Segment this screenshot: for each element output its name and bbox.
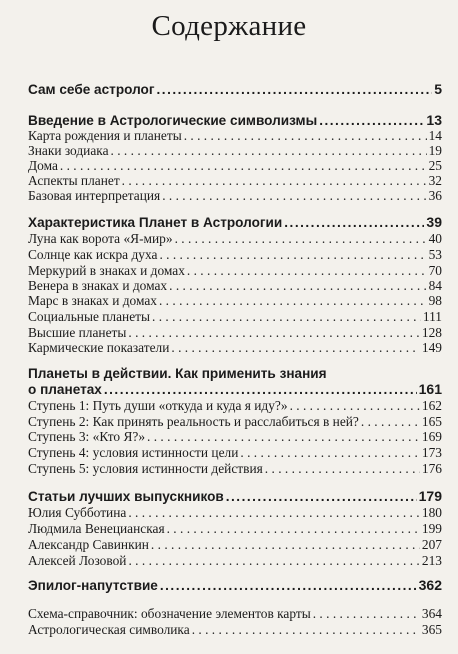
toc-item (28, 325, 442, 340)
toc-item (28, 553, 442, 568)
leader-dots (160, 578, 417, 593)
leader-dots (147, 429, 420, 444)
toc-entry-page: 180 (421, 505, 442, 520)
toc-entry-title: Знаки зодиака (28, 143, 109, 158)
leader-dots (167, 521, 420, 536)
leader-dots (192, 622, 420, 637)
toc-section-title-line: Планеты в действии. Как применить знания (28, 366, 327, 381)
toc-item (28, 414, 442, 429)
toc-item (28, 521, 442, 536)
leader-dots (104, 382, 417, 397)
toc-entry-page: 25 (428, 158, 442, 173)
leader-dots (159, 247, 426, 262)
leader-dots (122, 173, 427, 188)
leader-dots (128, 325, 420, 340)
leader-dots (162, 188, 426, 203)
toc-item (28, 247, 442, 262)
toc-entry-title: Юлия Субботина (28, 505, 127, 520)
toc-entry-title: Марс в знаках и домах (28, 293, 157, 308)
leader-dots (184, 128, 427, 143)
toc-entry-page: 128 (421, 325, 442, 340)
leader-dots (265, 461, 420, 476)
toc-entry-title: Базовая интерпретация (28, 188, 161, 203)
toc-entry-title: Социальные планеты (28, 309, 151, 324)
toc-entry-page: 5 (434, 81, 442, 97)
leader-dots (313, 606, 420, 621)
toc-entry-title: Эпилог-напутствие (28, 578, 158, 593)
toc-entry-page: 362 (418, 577, 442, 593)
toc-entry-page: 161 (418, 381, 442, 397)
leader-dots (175, 231, 427, 246)
toc-item (28, 143, 442, 158)
toc-item (28, 263, 442, 278)
toc-entry-title: Венера в знаках и домах (28, 278, 168, 293)
toc-section (28, 382, 442, 397)
toc-entry-page: 162 (421, 398, 442, 413)
toc-item (28, 606, 442, 621)
toc-entry-title: Ступень 3: «Кто Я?» (28, 429, 146, 444)
toc-entry-title: Аспекты планет (28, 173, 120, 188)
leader-dots (159, 293, 427, 308)
toc-item (28, 188, 442, 203)
toc-entry-page: 84 (428, 278, 442, 293)
toc-entry-title: Алексей Лозовой (28, 553, 127, 568)
toc-entry-page: 365 (421, 622, 442, 637)
toc-item (28, 505, 442, 520)
toc-entry-page: 173 (421, 445, 442, 460)
toc-item (28, 173, 442, 188)
toc-entry-page: 199 (421, 521, 442, 536)
leader-dots (361, 414, 420, 429)
toc-entry-title: Дома (28, 158, 58, 173)
leader-dots (111, 143, 427, 158)
toc-entry-page: 169 (421, 429, 442, 444)
leader-dots (284, 215, 424, 230)
leader-dots (128, 553, 419, 568)
leader-dots (187, 263, 427, 278)
leader-dots (157, 82, 433, 97)
toc-item (28, 398, 442, 413)
toc-entry-title: Характеристика Планет в Астрологии (28, 215, 283, 230)
toc-item (28, 429, 442, 444)
toc-entry-title: о планетах (28, 382, 102, 397)
toc-item (28, 537, 442, 552)
toc-item (28, 461, 442, 476)
toc-item (28, 231, 442, 246)
toc-entry-page: 149 (421, 340, 442, 355)
toc-entry-title: Людмила Венецианская (28, 521, 165, 536)
toc-entry-title: Меркурий в знаках и домах (28, 263, 185, 278)
toc-entry-page: 36 (428, 188, 442, 203)
toc-entry-page: 13 (426, 112, 442, 128)
toc-entry-page: 19 (428, 143, 442, 158)
toc-entry-title: Ступень 4: условия истинности цели (28, 445, 239, 460)
toc-entry-page: 14 (428, 128, 442, 143)
toc-entry-page: 364 (421, 606, 442, 621)
leader-dots (226, 489, 417, 504)
toc-entry-title: Сам себе астролог (28, 82, 155, 97)
toc-entry-page: 179 (418, 488, 442, 504)
toc-section (28, 82, 442, 97)
leader-dots (169, 278, 426, 293)
toc-item (28, 309, 442, 324)
toc-item (28, 340, 442, 355)
toc-item (28, 158, 442, 173)
toc-entry-title: Высшие планеты (28, 325, 127, 340)
leader-dots (151, 537, 420, 552)
leader-dots (319, 113, 424, 128)
toc-entry-page: 70 (428, 263, 442, 278)
toc-entry-page: 111 (422, 309, 442, 324)
leader-dots (171, 340, 420, 355)
toc-entry-title: Луна как ворота «Я-мир» (28, 231, 173, 246)
toc-entry-title: Кармические показатели (28, 340, 170, 355)
toc-entry-page: 207 (421, 537, 442, 552)
leader-dots (152, 309, 421, 324)
leader-dots (128, 505, 420, 520)
toc-item (28, 445, 442, 460)
toc-entry-title: Ступень 1: Путь души «откуда и куда я иду?» (28, 398, 288, 413)
toc-entry-title: Статьи лучших выпускников (28, 489, 224, 504)
toc-entry-page: 39 (426, 214, 442, 230)
toc-entry-title: Астрологическая символика (28, 622, 190, 637)
leader-dots (240, 445, 420, 460)
toc-entry-page: 98 (428, 293, 442, 308)
toc-entry-title: Солнце как искра духа (28, 247, 158, 262)
toc-entry-title: Карта рождения и планеты (28, 128, 182, 143)
toc-entry-page: 53 (428, 247, 442, 262)
toc-entry-page: 32 (428, 173, 442, 188)
toc-entry-title: Введение в Астрологические символизмы (28, 113, 318, 128)
toc-item (28, 278, 442, 293)
toc-item (28, 293, 442, 308)
toc-section (28, 578, 442, 593)
toc-entry-title: Александр Савинкин (28, 537, 149, 552)
page-title: Содержание (151, 10, 307, 42)
toc-entry-page: 213 (421, 553, 442, 568)
toc-entry-page: 165 (421, 414, 442, 429)
toc-section (28, 113, 442, 128)
leader-dots (290, 398, 420, 413)
toc-entry-page: 176 (421, 461, 442, 476)
toc-entry-title: Ступень 5: условия истинности действия (28, 461, 263, 476)
toc-entry-title: Схема-справочник: обозначение элементов карты (28, 606, 311, 621)
toc-entry-page: 40 (428, 231, 442, 246)
toc-section (28, 215, 442, 230)
leader-dots (60, 158, 427, 173)
toc-item (28, 128, 442, 143)
toc-section (28, 489, 442, 504)
toc-item (28, 622, 442, 637)
toc-entry-title: Ступень 2: Как принять реальность и расслабиться в ней? (28, 414, 359, 429)
